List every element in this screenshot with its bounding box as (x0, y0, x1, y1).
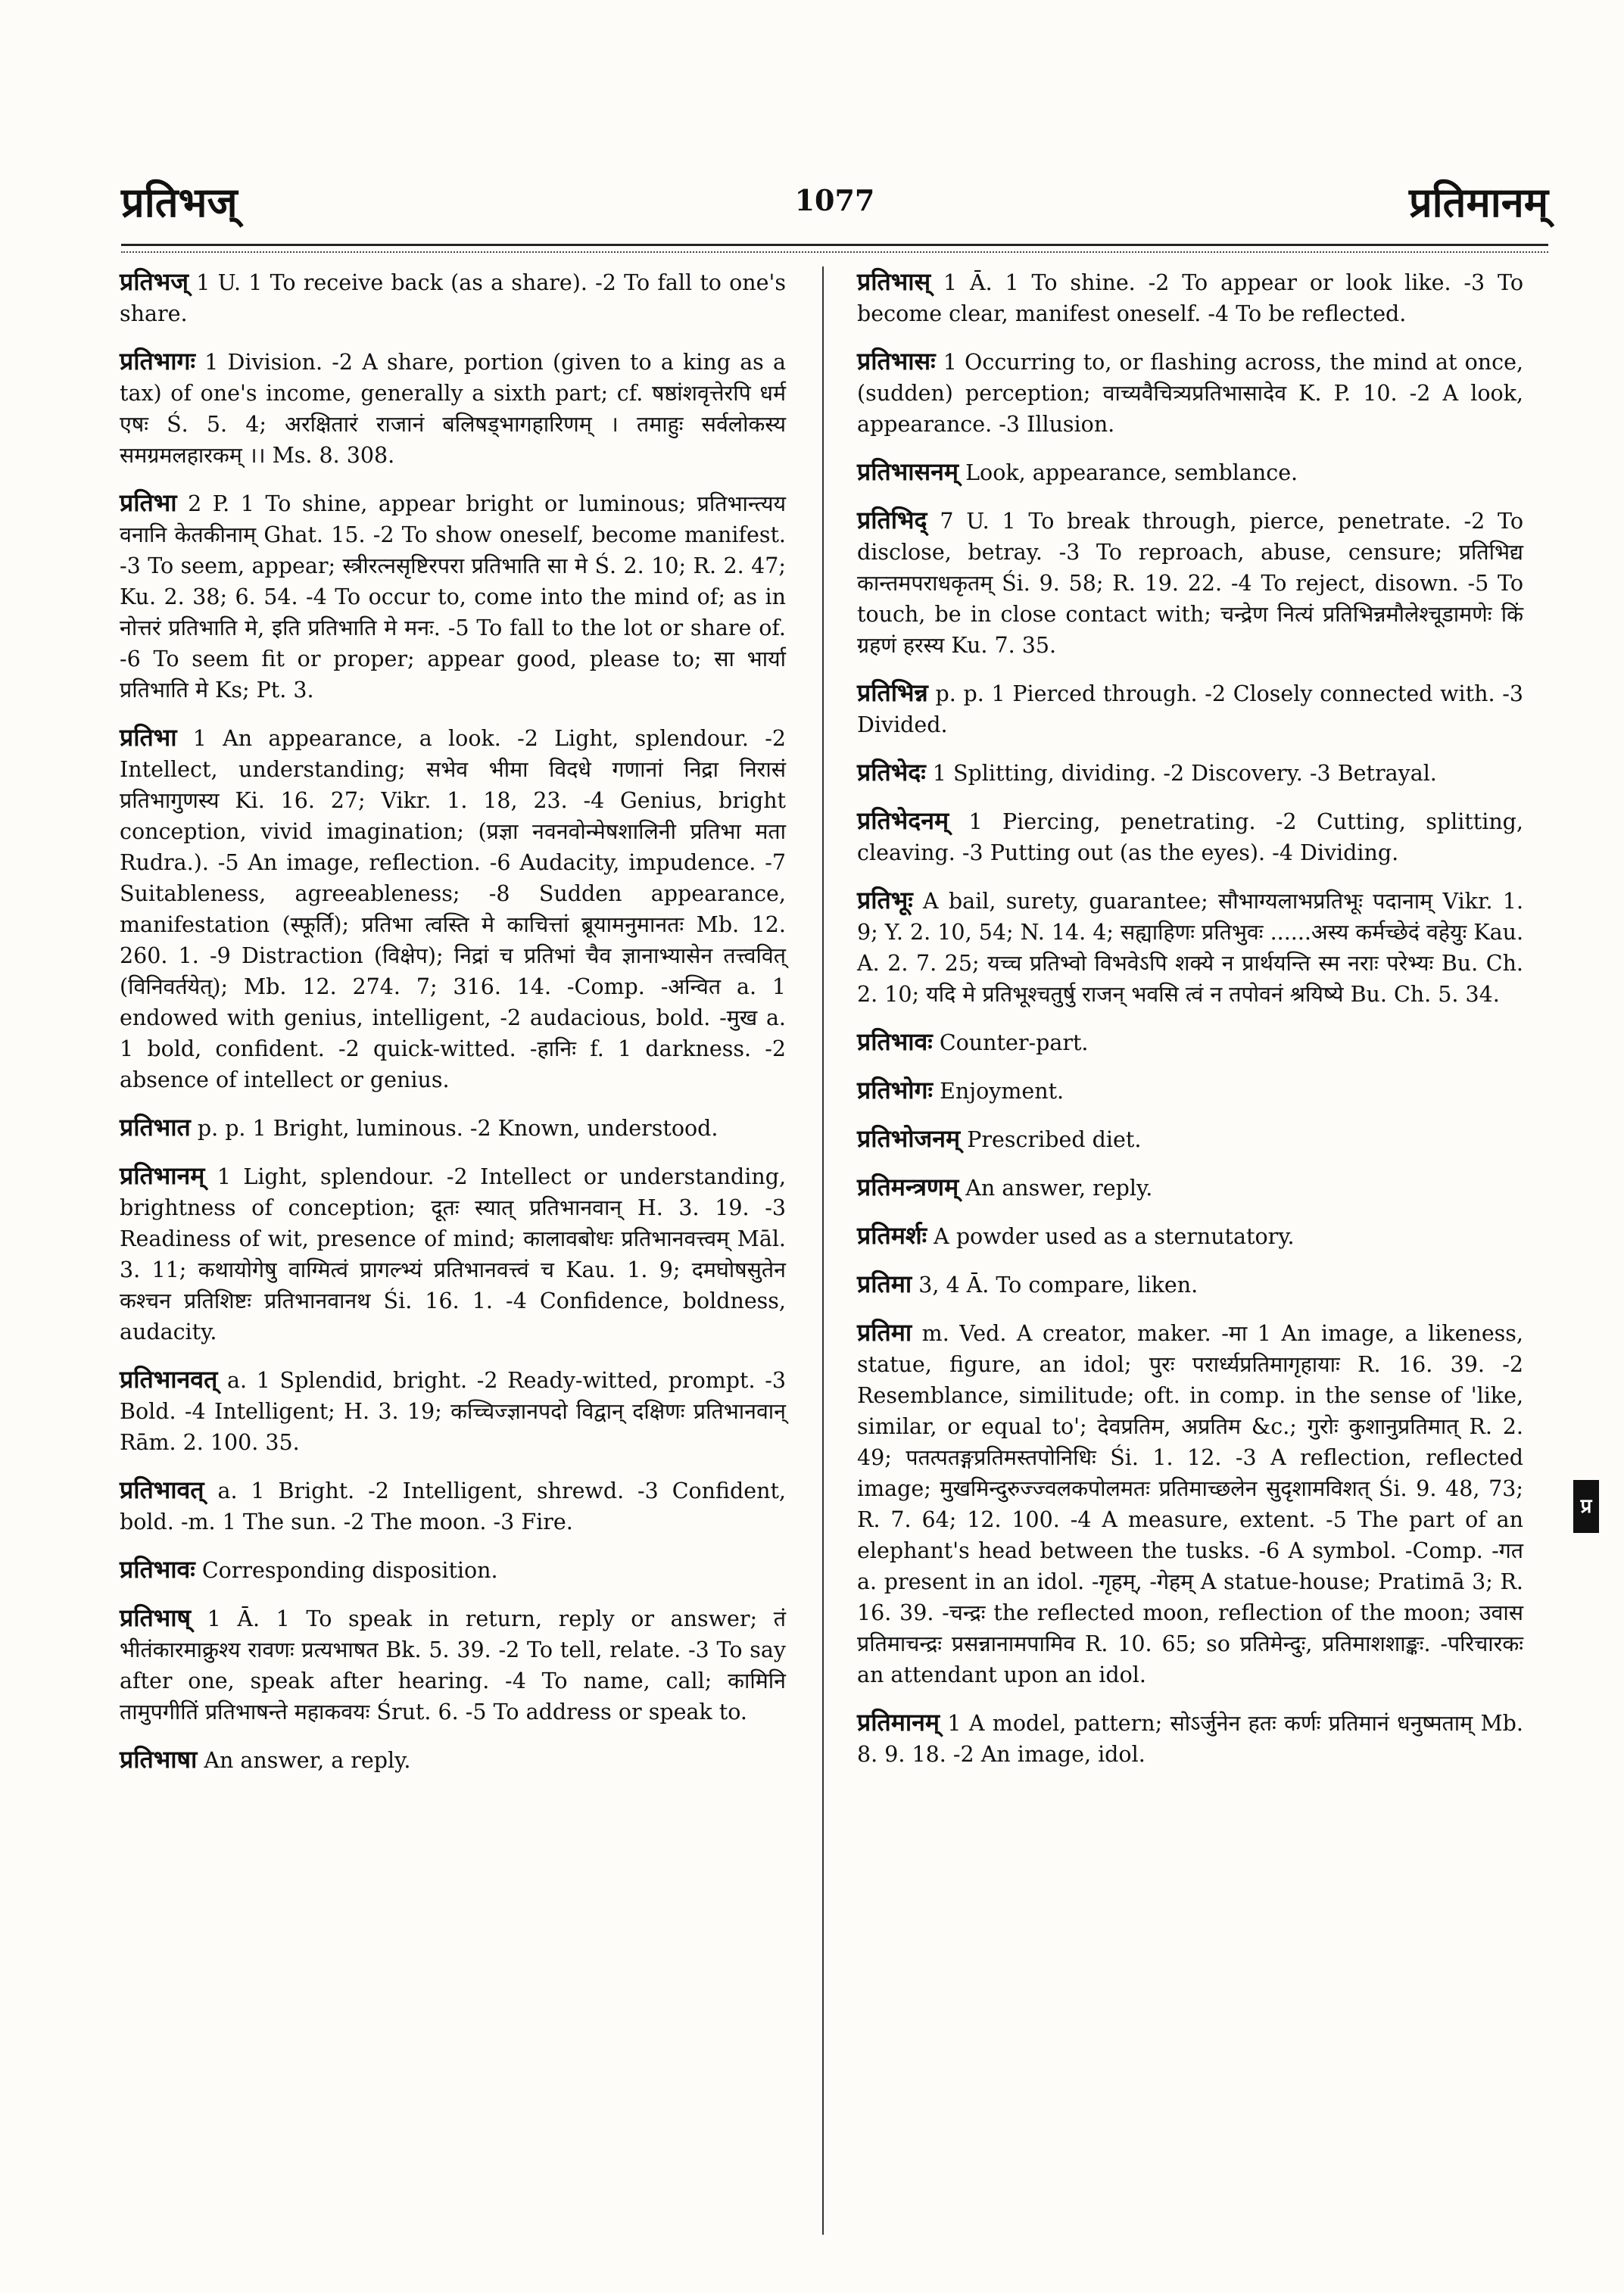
entry-headword: प्रतिमन्त्रणम् (857, 1173, 959, 1201)
entry-headword: प्रतिभोजनम् (857, 1124, 961, 1153)
entry-definition: 1 An appearance, a look. -2 Light, splendour. -2 Intellect, understanding; सभेव भीमा विदधे गणानां निद्रा निरासं प्रतिभागुणस्य Ki. 16. 27; Vikr. 1. 18, 23. -4 Genius, bright conception, vivid imagination; (प्रज्ञा नवनवोन्मेषशालिनी प्रतिभा मता Rudra.). -5 An image, reflection. -6 Audacity, impudence. -7 Suitableness, agreeableness; -8 Sudden appearance, manifestation (स्फूर्ति); प्रतिभा त्वस्ति मे काचित्तां ब्रूयामनुमानतः Mb. 12. 260. 1. -9 Distraction (विक्षेप); निद्रां च प्रतिभां चैव ज्ञानाभ्यासेन तत्त्ववित् (विनिवर्तयेत्); Mb. 12. 274. 7; 316. 14. -Comp. -अन्वित a. 1 endowed with genius, intelligent, -2 audacious, bold. -मुख a. 1 bold, confident. -2 quick-witted. -हानिः f. 1 darkness. -2 absence of intellect or genius. (120, 726, 787, 1092)
dictionary-entry (857, 1123, 1523, 1155)
dictionary-entry (857, 505, 1523, 661)
dictionary-entry (857, 1027, 1523, 1058)
dictionary-entry (120, 1475, 786, 1537)
entry-definition: 1 Piercing, penetrating. -2 Cutting, splitting, cleaving. -3 Putting out (as the eyes). -4 Dividing. (857, 809, 1523, 865)
entry-definition: An answer, a reply. (204, 1748, 411, 1773)
entry-headword: प्रतिभावः (857, 1027, 933, 1056)
right-running-headword: प्रतिमानम् (1408, 178, 1548, 226)
entry-headword: प्रतिभिद् (857, 506, 927, 534)
entry-definition: 1 Splitting, dividing. -2 Discovery. -3 Betrayal. (932, 761, 1437, 786)
entry-headword: प्रतिभा (120, 723, 177, 752)
dictionary-entry (857, 1172, 1523, 1204)
entry-definition: A powder used as a sternutatory. (934, 1224, 1295, 1249)
entry-definition: m. Ved. A creator, maker. -मा 1 An image, a likeness, statue, figure, an idol; पुरः परार्ध्यप्रतिमागृहायाः R. 16. 39. -2 Resemblance, similitude; oft. in comp. in the sense of 'like, similar, or equal to'; देवप्रतिम, अप्रतिम &c.; गुरोः कुशानुप्रतिमात् R. 2. 49; पतत्पतङ्गप्रतिमस्तपोनिधिः Śi. 1. 12. -3 A reflection, reflected image; मुखमिन्दुरुज्ज्वलकपोलमतः प्रतिमाच्छलेन सुदृशामविशत् Śi. 9. 48, 73; R. 7. 64; 12. 100. -4 A measure, extent. -5 The part of an elephant's head between the tusks. -6 A symbol. -Comp. -गत a. present in an idol. -गृहम्, -गेहम् A statue-house; Pratimā 3; R. 16. 39. -चन्द्रः the reflected moon, reflection of the moon; उवास प्रतिमाचन्द्रः प्रसन्नानामपामिव R. 10. 65; so प्रतिमेन्दुः, प्रतिमाशशाङ्कः. -परिचारकः an attendant upon an idol. (857, 1321, 1523, 1687)
section-thumb-tab: प्र (1573, 1480, 1599, 1533)
entry-headword: प्रतिभास् (857, 267, 931, 296)
entry-headword: प्रतिभात (120, 1113, 191, 1142)
dictionary-entry (120, 1364, 786, 1458)
entry-definition: Corresponding disposition. (201, 1558, 498, 1583)
entry-definition: 2 P. 1 To shine, appear bright or luminous; प्रतिभान्त्यय वनानि केतकीनाम् Ghat. 15. -2 To show oneself, become manifest. -3 To seem, appear; स्त्रीरत्नसृष्टिरपरा प्रतिभाति सा मे Ś. 2. 10; R. 2. 47; Ku. 2. 38; 6. 54. -4 To occur to, come into the mind of; as in नोत्तरं प्रतिभाति मे, इति प्रतिभाति मे मनः. -5 To fall to the lot or share of. -6 To seem fit or proper; appear good, please to; सा भार्या प्रतिभाति मे Ks; Pt. 3. (120, 491, 787, 703)
dictionary-entry (120, 1744, 786, 1776)
column-divider (822, 266, 824, 2235)
dictionary-entry (857, 757, 1523, 789)
entry-headword: प्रतिभावः (120, 1555, 195, 1584)
entry-definition: 1 Division. -2 A share, portion (given to a king as a tax) of one's income, generally a sixth part; cf. षष्ठांशवृत्तेरपि धर्म एषः Ś. 5. 4; अरक्षितारं राजानं बलिषड्भागहारिणम् । तमाहुः सर्वलोकस्य समग्रमलहारकम् ।। Ms. 8. 308. (120, 350, 787, 468)
entry-definition: An answer, reply. (965, 1176, 1153, 1201)
entry-definition: 1 Light, splendour. -2 Intellect or understanding, brightness of conception; दूतः स्यात् प्रतिभानवान् H. 3. 19. -3 Readiness of wit, presence of mind; कालावबोधः प्रतिभानवत्त्वम् Māl. 3. 11; कथायोगेषु वाग्मित्वं प्रागल्भ्यं प्रतिभानवत्त्वं च Kau. 1. 9; दमघोषसुतेन कश्चन प्रतिशिष्टः प्रतिभानवानथ Śi. 16. 1. -4 Confidence, boldness, audacity. (120, 1164, 787, 1344)
entry-definition: Counter-part. (939, 1030, 1089, 1055)
entry-definition: 1 Ā. 1 To shine. -2 To appear or look like. -3 To become clear, manifest oneself. -4 To be reflected. (857, 270, 1523, 326)
left-running-headword: प्रतिभज् (121, 178, 238, 226)
entry-definition: a. 1 Bright. -2 Intelligent, shrewd. -3 Confident, bold. -m. 1 The sun. -2 The moon. -3 Fire. (120, 1478, 786, 1534)
dictionary-entry (857, 1269, 1523, 1301)
dictionary-entry (120, 346, 786, 471)
dictionary-entry (857, 1707, 1523, 1770)
left-column (120, 266, 786, 1793)
entry-definition: Look, appearance, semblance. (965, 460, 1298, 485)
entry-definition: a. 1 Splendid, bright. -2 Ready-witted, prompt. -3 Bold. -4 Intelligent; H. 3. 19; कच्चिज्ज्ञानपदो विद्वान् दक्षिणः प्रतिभानवान् Rām. 2. 100. 35. (120, 1368, 787, 1455)
dictionary-entry (857, 456, 1523, 488)
entry-definition: 3, 4 Ā. To compare, liken. (918, 1273, 1199, 1298)
dictionary-entry (857, 266, 1523, 329)
entry-headword: प्रतिभाषा (120, 1745, 198, 1774)
entry-definition: p. p. 1 Pierced through. -2 Closely connected with. -3 Divided. (857, 681, 1523, 737)
dictionary-entry (120, 1161, 786, 1347)
page-number: 1077 (794, 183, 875, 217)
entry-definition: 1 Ā. 1 To speak in return, reply or answer; तं भीतंकारमाक्रुश्य रावणः प्रत्यभाषत Bk. 5. 39. -2 To tell, relate. -3 To say after one, speak after hearing. -4 To name, call; कामिनि तामुपगीतिं प्रतिभाषन्ते महाकवयः Śrut. 6. -5 To address or speak to. (120, 1606, 786, 1724)
dictionary-entry (857, 1220, 1523, 1252)
dictionary-entry (857, 1317, 1523, 1690)
entry-headword: प्रतिमा (857, 1318, 912, 1347)
entry-headword: प्रतिभानम् (120, 1161, 205, 1190)
dictionary-entry (857, 805, 1523, 868)
entry-definition: Prescribed diet. (967, 1127, 1142, 1152)
header-rule (121, 244, 1548, 246)
entry-definition: p. p. 1 Bright, luminous. -2 Known, understood. (197, 1116, 718, 1141)
dictionary-entry (120, 1554, 786, 1586)
entry-definition: A bail, surety, guarantee; सौभाग्यलाभप्रतिभूः पदानाम् Vikr. 1. 9; Y. 2. 10, 54; N. 14. 4; सह्याहिणः प्रतिभुवः ......अस्य कर्मच्छेदं वहेयुः Kau. A. 2. 7. 25; यच्च प्रतिभ्वो विभवेऽपि शक्ये न प्रार्थयन्ति स्म नराः परेभ्यः Bu. Ch. 2. 10; यदि मे प्रतिभूश्चतुर्षु राजन् भवसि त्वं न तपोवनं श्रयिष्ये Bu. Ch. 5. 34. (857, 889, 1524, 1007)
entry-headword: प्रतिभागः (120, 347, 196, 375)
dictionary-entry (120, 266, 786, 329)
entry-headword: प्रतिभोगः (857, 1076, 934, 1104)
entry-definition: 7 U. 1 To break through, pierce, penetrate. -2 To disclose, betray. -3 To reproach, abuse, censure; प्रतिभिद्य कान्तमपराधकृतम् Śi. 9. 58; R. 19. 22. -4 To reject, disown. -5 To touch, be in close contact with; चन्द्रेण नित्यं प्रतिभिन्नमौलेश्चूडामणेः किं ग्रहणं हरस्य Ku. 7. 35. (857, 509, 1523, 658)
entry-headword: प्रतिमर्शः (857, 1221, 927, 1250)
dictionary-entry (857, 1075, 1523, 1107)
dictionary-entry (120, 1112, 786, 1144)
entry-headword: प्रतिमा (857, 1270, 912, 1298)
dictionary-entry (857, 346, 1523, 440)
entry-headword: प्रतिभिन्न (857, 678, 928, 707)
entry-headword: प्रतिभेदः (857, 758, 926, 787)
entry-definition: 1 U. 1 To receive back (as a share). -2 To fall to one's share. (120, 270, 786, 326)
dictionary-entry (120, 722, 786, 1095)
entry-headword: प्रतिभासः (857, 347, 936, 375)
entry-headword: प्रतिभावत् (120, 1475, 204, 1504)
entry-headword: प्रतिभासनम् (857, 457, 959, 486)
entry-definition: 1 Occurring to, or flashing across, the mind at once, (sudden) perception; वाच्यवैचित्र्यप्रतिभासादेव K. P. 10. -2 A look, appearance. -3 Illusion. (857, 350, 1523, 437)
entry-headword: प्रतिभूः (857, 886, 913, 914)
entry-headword: प्रतिभा (120, 488, 177, 517)
dictionary-entry (857, 678, 1523, 740)
page-header (121, 173, 1548, 233)
entry-definition: Enjoyment. (940, 1079, 1064, 1104)
header-dotted-rule (121, 251, 1548, 253)
entry-headword: प्रतिमानम् (857, 1708, 940, 1737)
dictionary-entry (857, 885, 1523, 1010)
entry-headword: प्रतिभेदनम् (857, 806, 949, 835)
entry-headword: प्रतिभानवत् (120, 1365, 218, 1394)
entry-definition: 1 A model, pattern; सोऽर्जुनेन हतः कर्णः प्रतिमानं धनुष्मताम् Mb. 8. 9. 18. -2 An image, idol. (857, 1711, 1523, 1767)
dictionary-entry (120, 1603, 786, 1728)
entry-headword: प्रतिभज् (120, 267, 189, 296)
right-column (857, 266, 1523, 1787)
dictionary-entry (120, 488, 786, 706)
entry-headword: प्रतिभाष् (120, 1603, 192, 1632)
